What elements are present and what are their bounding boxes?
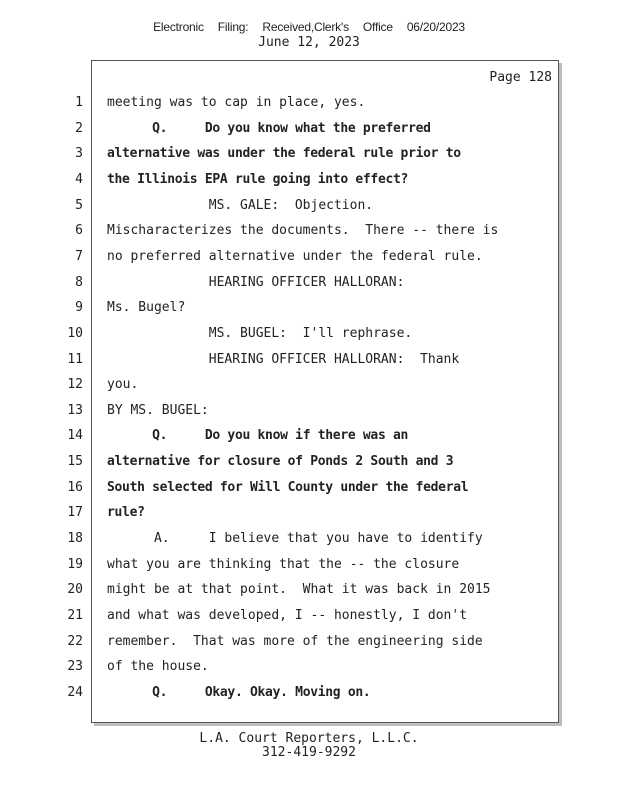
stamp-part: Office: [362, 20, 393, 34]
line-number: 15: [67, 454, 83, 470]
page-number: Page 128: [489, 70, 552, 85]
line-text: alternative for closure of Ponds 2 South and 3: [107, 454, 454, 470]
footer: [0, 732, 618, 760]
line-text: HEARING OFFICER HALLORAN: Thank: [107, 351, 460, 367]
line-number: 12: [67, 377, 83, 393]
transcript-line: [0, 634, 600, 654]
transcript-line: [0, 326, 600, 346]
reporter-company: L.A. Court Reporters, L.L.C.: [199, 731, 419, 746]
transcript-line: [0, 95, 600, 115]
stamp-part: Received,Clerk's: [262, 20, 349, 34]
transcript-line: [0, 685, 600, 705]
line-number: 4: [75, 171, 83, 187]
transcript-line: [0, 300, 600, 320]
line-number: 16: [67, 479, 83, 495]
transcript-line: [0, 505, 600, 525]
line-number: 21: [67, 608, 83, 623]
line-text: of the house.: [107, 659, 209, 675]
line-text: Q. Do you know if there was an: [107, 428, 409, 444]
hearing-date: June 12, 2023: [258, 35, 360, 50]
line-number: 11: [67, 351, 83, 367]
transcript-line: [0, 403, 600, 423]
line-number: 6: [75, 223, 83, 239]
line-number: 24: [67, 684, 83, 700]
line-text: Q. Okay. Okay. Moving on.: [107, 684, 371, 700]
line-text: rule?: [107, 505, 145, 521]
transcript-line: [0, 531, 600, 551]
line-text: Ms. Bugel?: [107, 300, 186, 316]
line-text: MS. BUGEL: I'll rephrase.: [107, 325, 413, 341]
transcript-line: [0, 608, 600, 628]
line-number: 5: [75, 197, 83, 213]
line-number: 20: [67, 582, 83, 598]
stamp-part: Filing:: [217, 20, 249, 34]
line-number: 2: [75, 120, 83, 136]
line-text: meeting was to cap in place, yes.: [107, 95, 366, 110]
line-text: you.: [107, 377, 139, 393]
transcript-line: [0, 352, 600, 372]
line-text: alternative was under the federal rule prior to: [107, 146, 461, 162]
line-text: Mischaracterizes the documents. There -- there is: [107, 223, 499, 239]
line-text: and what was developed, I -- honestly, I don't: [107, 608, 468, 623]
line-number: 17: [67, 505, 83, 521]
stamp-part: 06/20/2023: [406, 20, 465, 34]
line-number: 3: [75, 146, 83, 162]
transcript-line: [0, 557, 600, 577]
line-number: 19: [67, 556, 83, 572]
line-number: 8: [75, 274, 83, 290]
line-number: 13: [67, 402, 83, 418]
transcript-line: [0, 582, 600, 602]
transcript-line: [0, 275, 600, 295]
transcript-line: [0, 377, 600, 397]
line-number: 14: [67, 428, 83, 444]
line-text: remember. That was more of the engineering side: [107, 633, 483, 649]
filing-stamp: [0, 20, 618, 34]
line-text: the Illinois EPA rule going into effect?: [107, 171, 409, 187]
transcript-line: [0, 121, 600, 141]
transcript-line: [0, 659, 600, 679]
line-number: 18: [67, 531, 83, 547]
transcript-line: [0, 223, 600, 243]
line-text: what you are thinking that the -- the closure: [107, 556, 460, 572]
line-text: no preferred alternative under the federal rule.: [107, 248, 483, 264]
line-text: BY MS. BUGEL:: [107, 402, 209, 418]
transcript-line: [0, 249, 600, 269]
reporter-phone: 312-419-9292: [262, 745, 356, 760]
transcript-line: [0, 454, 600, 474]
line-text: MS. GALE: Objection.: [107, 197, 374, 213]
line-text: might be at that point. What it was back in 2015: [107, 582, 491, 598]
line-number: 10: [67, 325, 83, 341]
line-number: 7: [75, 248, 83, 264]
line-text: South selected for Will County under the federal: [107, 479, 469, 495]
transcript-line: [0, 428, 600, 448]
line-text: HEARING OFFICER HALLORAN:: [107, 274, 405, 290]
transcript-line: [0, 480, 600, 500]
line-number: 22: [67, 633, 83, 649]
line-text: A. I believe that you have to identify: [107, 531, 483, 547]
line-text: Q. Do you know what the preferred: [107, 120, 431, 136]
line-number: 1: [75, 95, 83, 110]
transcript-line: [0, 146, 600, 166]
line-number: 23: [67, 659, 83, 675]
transcript-line: [0, 172, 600, 192]
line-number: 9: [75, 300, 83, 316]
transcript-line: [0, 198, 600, 218]
stamp-part: Electronic: [153, 20, 204, 34]
